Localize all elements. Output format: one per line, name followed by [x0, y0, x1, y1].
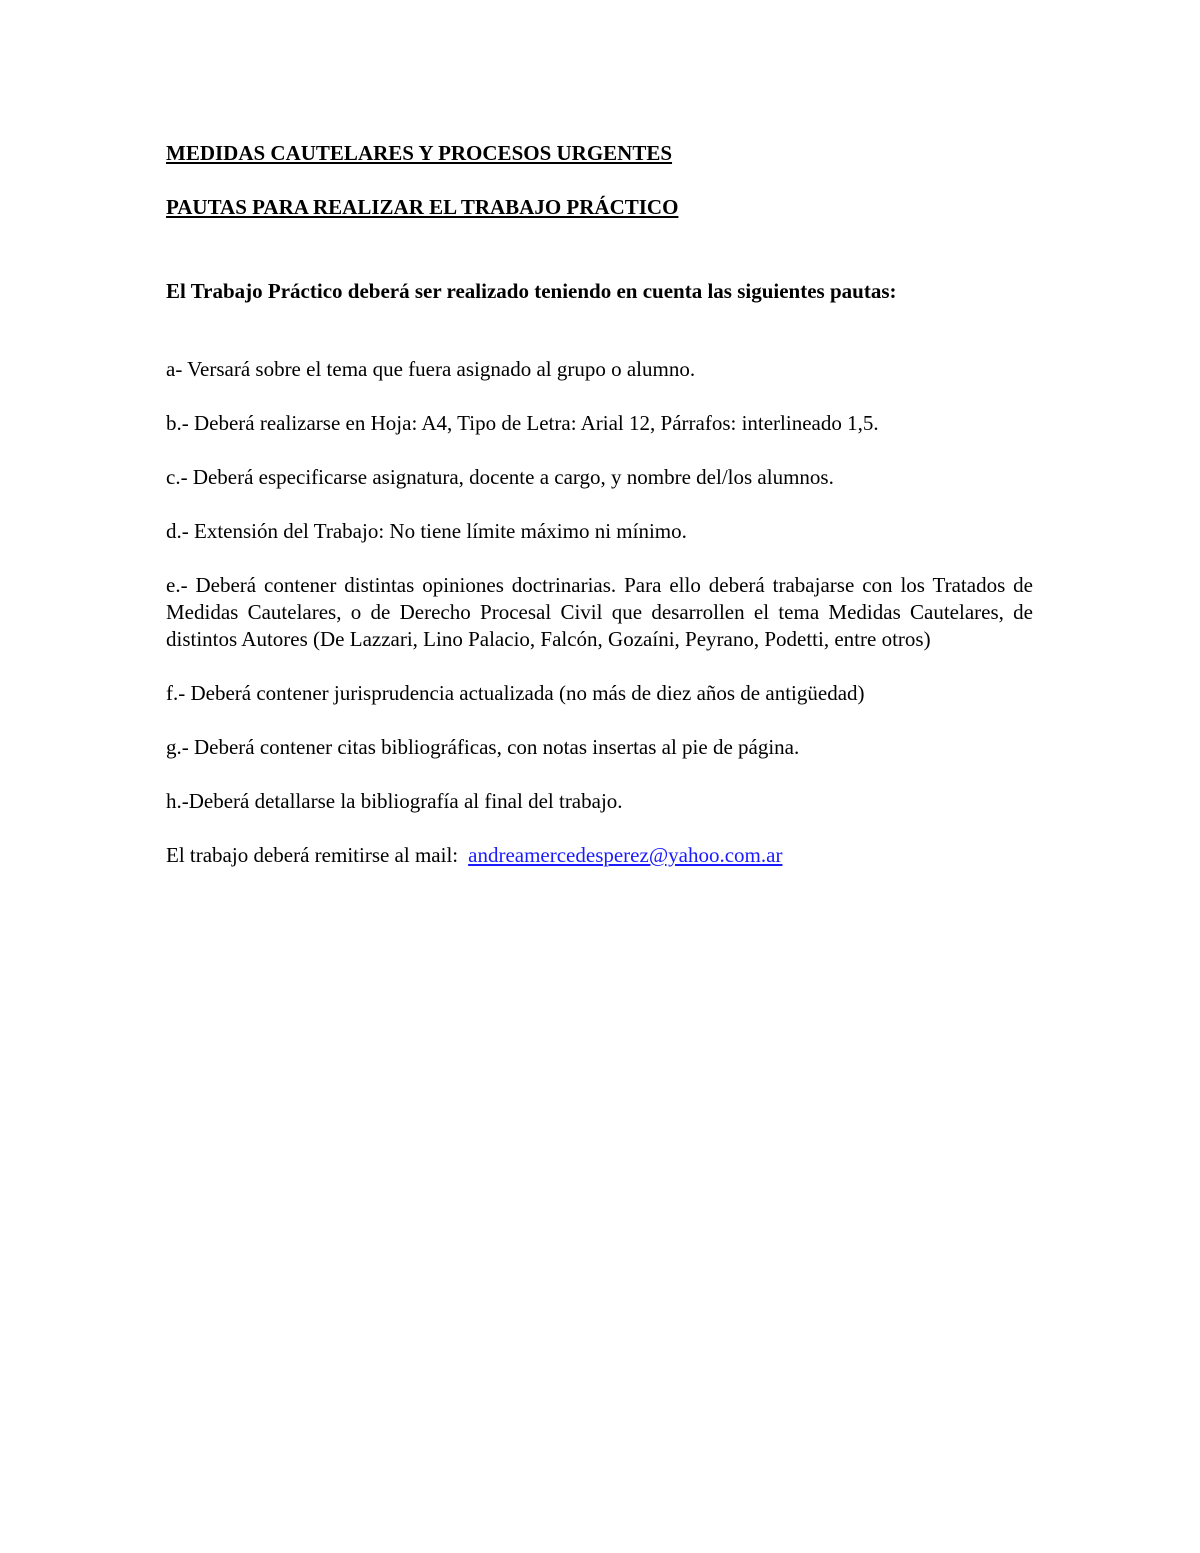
guideline-item-f: f.- Deberá contener jurisprudencia actualizada (no más de diez años de antigüedad) [166, 681, 865, 705]
guideline-item-a: a- Versará sobre el tema que fuera asignado al grupo o alumno. [166, 357, 696, 381]
guideline-item-d: d.- Extensión del Trabajo: No tiene límite máximo ni mínimo. [166, 519, 687, 543]
mail-label: El trabajo deberá remitirse al mail: [166, 843, 459, 867]
document-subtitle: PAUTAS PARA REALIZAR EL TRABAJO PRÁCTICO [166, 195, 679, 219]
document-page [166, 138, 1033, 869]
mail-paragraph [166, 842, 1033, 869]
intro-paragraph: El Trabajo Práctico deberá ser realizado teniendo en cuenta las siguientes pautas: [166, 279, 897, 303]
guideline-item-e: e.- Deberá contener distintas opiniones doctrinarias. Para ello deberá trabajarse con los Tratados de Medidas Cautelares, o de Derecho Procesal Civil que desarrollen el tema Medidas Cautelares, de distintos Autores (De Lazzari, Lino Palacio, Falcón, Gozaíni, Peyrano, Podetti, entre otros) [166, 573, 1033, 651]
guideline-item-h: h.-Deberá detallarse la bibliografía al final del trabajo. [166, 789, 623, 813]
document-title: MEDIDAS CAUTELARES Y PROCESOS URGENTES [166, 141, 673, 165]
email-link[interactable]: andreamercedesperez@yahoo.com.ar [468, 843, 783, 867]
guideline-item-c: c.- Deberá especificarse asignatura, docente a cargo, y nombre del/los alumnos. [166, 465, 834, 489]
guideline-item-b: b.- Deberá realizarse en Hoja: A4, Tipo de Letra: Arial 12, Párrafos: interlineado 1,5. [166, 411, 879, 435]
guideline-item-g: g.- Deberá contener citas bibliográficas, con notas insertas al pie de página. [166, 735, 800, 759]
